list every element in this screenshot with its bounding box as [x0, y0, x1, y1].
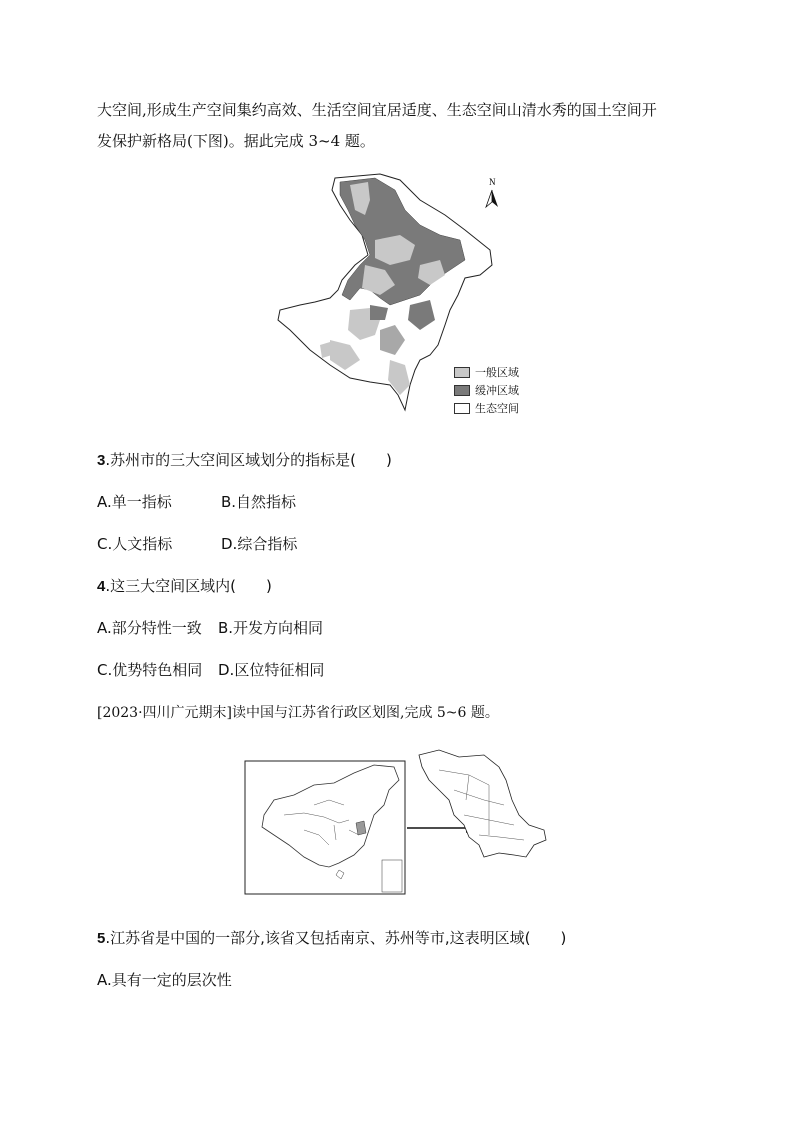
q3-option-d[interactable]: D.综合指标 — [221, 535, 298, 553]
q3-stem — [97, 450, 392, 471]
q5-stem-text: .江苏省是中国的一部分,该省又包括南京、苏州等市,这表明区域( ) — [105, 929, 567, 947]
north-label: N — [489, 177, 496, 187]
q4-option-b[interactable]: B.开发方向相同 — [218, 619, 324, 637]
intro-line-2: 发保护新格局(下图)。据此完成 3~4 题。 — [97, 132, 375, 150]
q4-option-a[interactable]: A.部分特性一致 — [97, 619, 202, 637]
suzhou-zoning-map — [270, 170, 540, 425]
q4-stem-text: .这三大空间区域内( ) — [105, 577, 272, 595]
q4-option-d[interactable]: D.区位特征相同 — [218, 661, 325, 679]
legend-buffer-label: 缓冲区域 — [475, 384, 519, 397]
intro-line-1: 大空间,形成生产空间集约高效、生活空间宜居适度、生态空间山清水秀的国土空间开 — [97, 101, 657, 119]
legend-eco-label: 生态空间 — [475, 402, 519, 415]
q4-number: 4 — [97, 578, 106, 595]
q4-option-c[interactable]: C.优势特色相同 — [97, 661, 203, 679]
q5-option-a[interactable]: A.具有一定的层次性 — [97, 971, 232, 989]
q5-stem — [97, 928, 566, 949]
legend-buffer — [454, 382, 519, 398]
china-jiangsu-graphic — [244, 745, 554, 897]
china-jiangsu-map — [244, 745, 554, 897]
q5-number: 5 — [97, 930, 106, 947]
q4-stem — [97, 576, 272, 597]
q3-option-a[interactable]: A.单一指标 — [97, 493, 172, 511]
q3-option-b[interactable]: B.自然指标 — [221, 493, 297, 511]
q3-number: 3 — [97, 452, 106, 469]
q3-stem-text: .苏州市的三大空间区域划分的指标是( ) — [105, 451, 392, 469]
source-note: [2023·四川广元期末]读中国与江苏省行政区划图,完成 5~6 题。 — [97, 705, 499, 721]
legend-eco — [454, 400, 519, 416]
legend-general-label: 一般区域 — [475, 366, 519, 379]
q3-option-c[interactable]: C.人文指标 — [97, 535, 173, 553]
legend-general — [454, 364, 519, 380]
legend-eco-swatch — [454, 403, 470, 414]
legend-general-swatch — [454, 367, 470, 378]
legend-buffer-swatch — [454, 385, 470, 396]
